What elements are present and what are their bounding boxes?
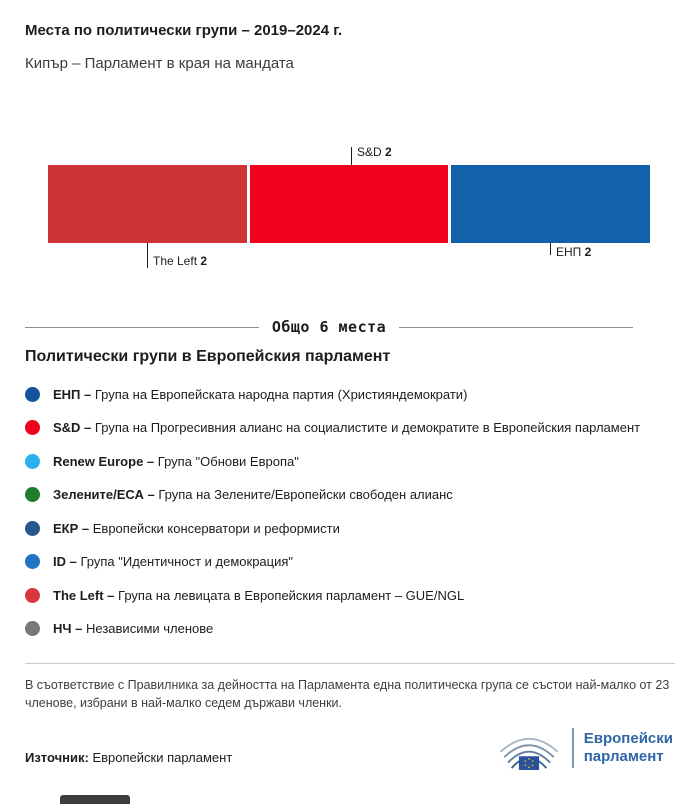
logo-text-line2: парламент [583,748,664,766]
legend-item-sd [25,419,675,437]
bar-label-epp [556,245,591,259]
group-desc: Група на левицата в Европейския парламент – GUE/NGL [118,587,465,603]
group-name: ЕКР – [53,520,90,536]
group-name: Зелените/ЕСА – [53,487,155,503]
bar-label-sd [357,145,392,159]
hemicycle-logo-icon [496,721,562,775]
segment-seats: 2 [385,145,392,159]
page-title: Места по политически групи – 2019–2024 г. [25,22,343,39]
bar-segment-sd [250,165,449,243]
legend-item-id [25,553,675,571]
group-name: The Left – [53,587,115,603]
group-desc: Група на Зелените/Европейски свободен алианс [158,487,453,503]
footer-row [25,721,675,775]
logo-text-line1: Европейски [583,730,673,748]
label-connector-sd [351,147,352,165]
total-seats-row [25,318,633,336]
group-name: НЧ – [53,621,83,637]
group-desc: Група "Идентичност и демокрация" [80,554,294,570]
total-rule-left [25,327,259,328]
label-connector-the-left [147,243,148,268]
total-seats-label: Общо 6 места [271,318,387,336]
legend-item-ni [25,620,675,638]
bar-segment-the-left [48,165,247,243]
legend-list [25,386,675,639]
legend-item-greens [25,486,675,504]
european-parliament-logo [496,721,675,775]
total-rule-right [399,327,633,328]
id-color-dot [25,554,40,569]
renew-color-dot [25,454,40,469]
the-left-color-dot [25,588,40,603]
group-name: ЕНП – [53,387,92,402]
group-desc: Група на Европейската народна партия (Християндемократи) [94,387,468,402]
group-desc: Група "Обнови Европа" [157,453,299,469]
cutoff-element [60,795,130,804]
segment-name: ЕНП [556,245,582,259]
segment-seats: 2 [200,254,208,268]
group-desc: Европейски консерватори и реформисти [92,520,340,536]
stacked-bar [48,165,650,243]
segment-name: S&D [357,145,382,159]
source-label: Източник: [25,750,89,766]
footer-divider [25,663,675,664]
legend-item-ecr [25,520,675,538]
seats-bar-chart [25,122,675,284]
ecr-color-dot [25,521,40,536]
epp-color-dot [25,387,40,402]
legend-item-renew [25,453,675,471]
legend-heading: Политически групи в Европейския парламент [25,348,391,365]
logo-separator [572,728,574,768]
group-name: S&D – [53,420,92,436]
source-line [25,750,232,775]
group-desc: Група на Прогресивния алианс на социалистите и демократите в Европейския парламент [94,420,641,436]
legend-item-epp [25,386,675,404]
footnote: В съответствие с Правилника за дейността на Парламента една политическа група се състои най-малко от 23 членове, избрани в най-малко седем държави членки. [25,677,670,711]
sd-color-dot [25,420,40,435]
bar-label-the-left [153,254,207,268]
group-name: Renew Europe – [53,453,155,469]
group-name: ID – [53,554,77,570]
group-desc: Независими членове [86,621,214,637]
label-connector-epp [550,243,551,255]
segment-name: The Left [153,254,198,268]
source-value: Европейски парламент [92,750,233,766]
segment-seats: 2 [584,245,592,259]
bar-segment-epp [451,165,650,243]
greens-color-dot [25,487,40,502]
page-subtitle: Кипър – Парламент в края на мандата [25,55,294,72]
legend-item-the-left [25,587,675,605]
ni-color-dot [25,621,40,636]
